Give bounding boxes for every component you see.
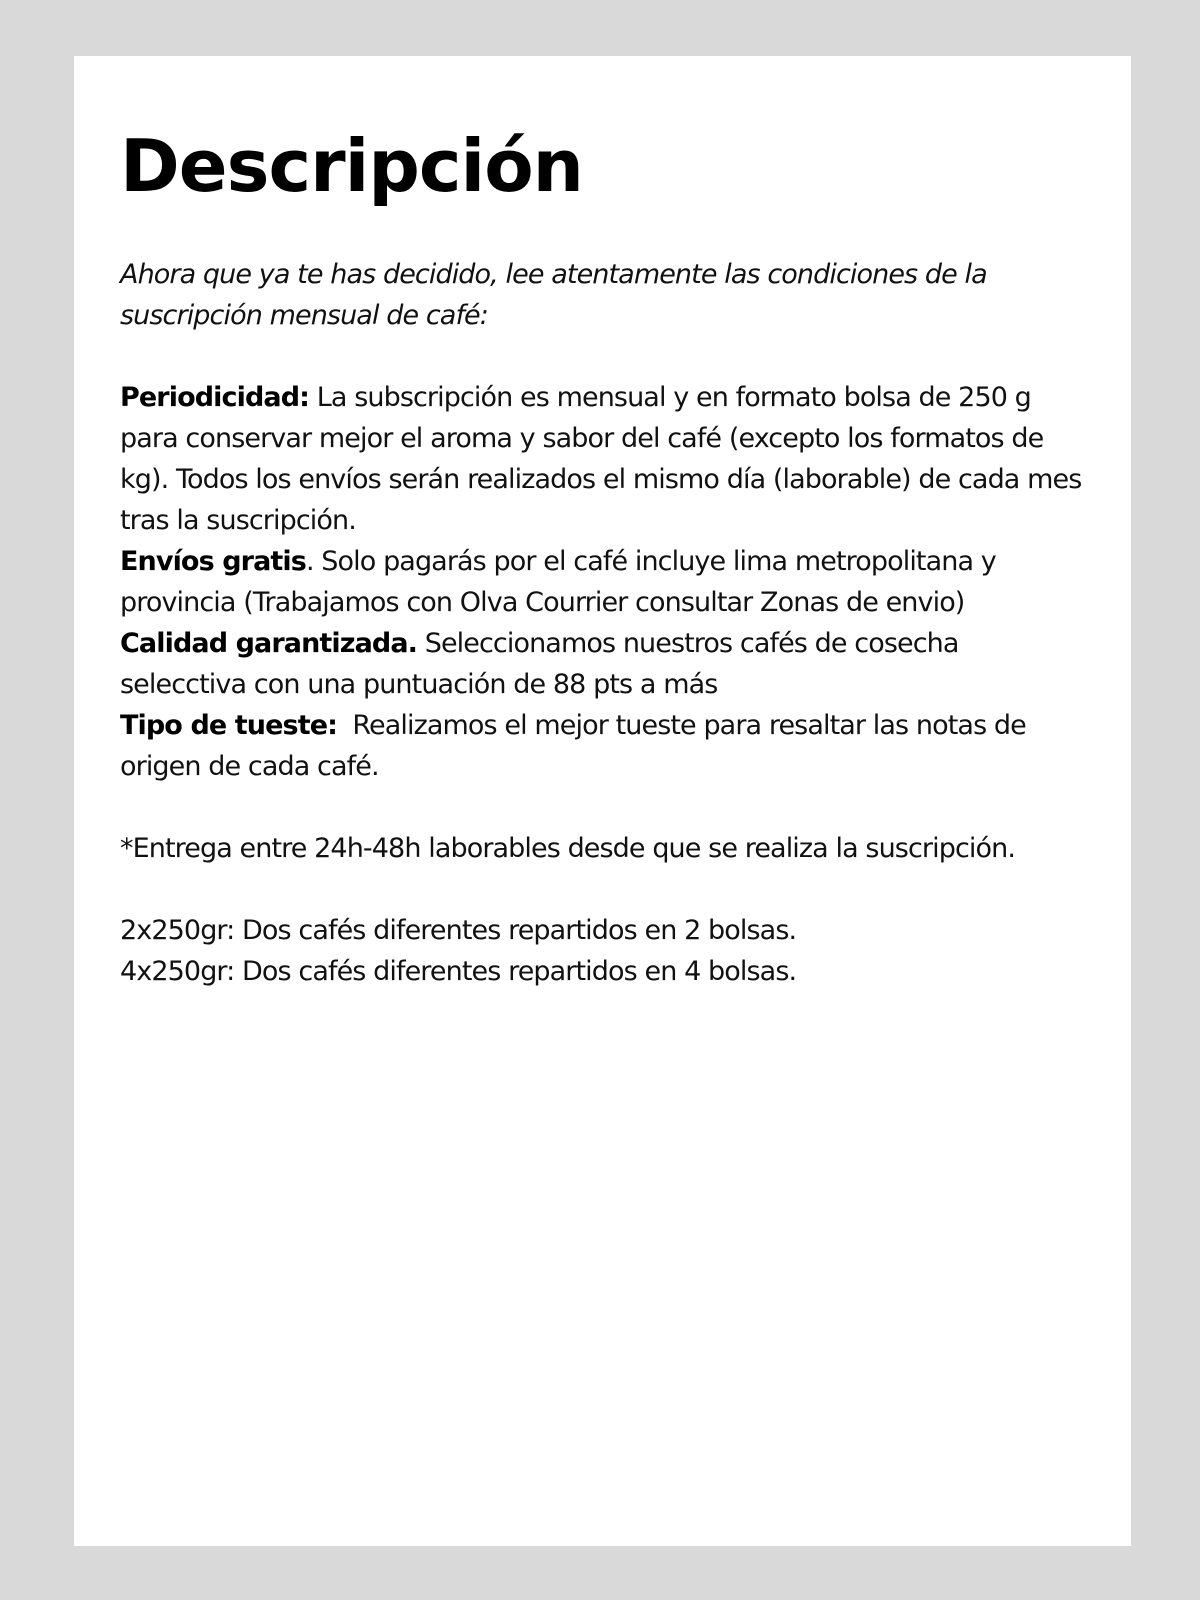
delivery-note-section: [120, 828, 1090, 869]
condition-label: Tipo de tueste:: [120, 710, 338, 741]
description-card: [74, 56, 1131, 1546]
page-title: Descripción: [120, 124, 583, 208]
condition-text: Realizamos el mejor tueste para resaltar las notas de origen de cada café.: [120, 710, 1034, 782]
condition-envios-gratis: [120, 541, 1090, 623]
condition-tueste: [120, 705, 1090, 787]
condition-periodicidad: [120, 377, 1090, 541]
condition-text: Seleccionamos nuestros cafés de cosecha selecctiva con una puntuación de 88 pts a más: [120, 628, 959, 700]
conditions-list: [120, 377, 1090, 787]
condition-text: La subscripción es mensual y en formato bolsa de 250 g para conservar mejor el aroma y sabor del café (excepto los formatos de kg). Todos los envíos serán realizados el mismo día (laborable) de cada mes tras la suscripción.: [120, 382, 1082, 536]
format-item: 2x250gr: Dos cafés diferentes repartidos en 2 bolsas.: [120, 915, 797, 946]
intro-text: Ahora que ya te has decidido, lee atentamente las condiciones de la suscripción mensual de café:: [120, 259, 987, 331]
delivery-note: *Entrega entre 24h-48h laborables desde que se realiza la suscripción.: [120, 833, 1016, 864]
condition-label: Envíos gratis: [120, 546, 306, 577]
condition-label: Calidad garantizada.: [120, 628, 418, 659]
format-item: 4x250gr: Dos cafés diferentes repartidos en 4 bolsas.: [120, 956, 797, 987]
condition-text: . Solo pagarás por el café incluye lima metropolitana y provincia (Trabajamos con Olva Courrier consultar Zonas de envio): [120, 546, 996, 618]
condition-label: Periodicidad:: [120, 382, 310, 413]
formats-list: [120, 910, 1090, 992]
condition-calidad: [120, 623, 1090, 705]
